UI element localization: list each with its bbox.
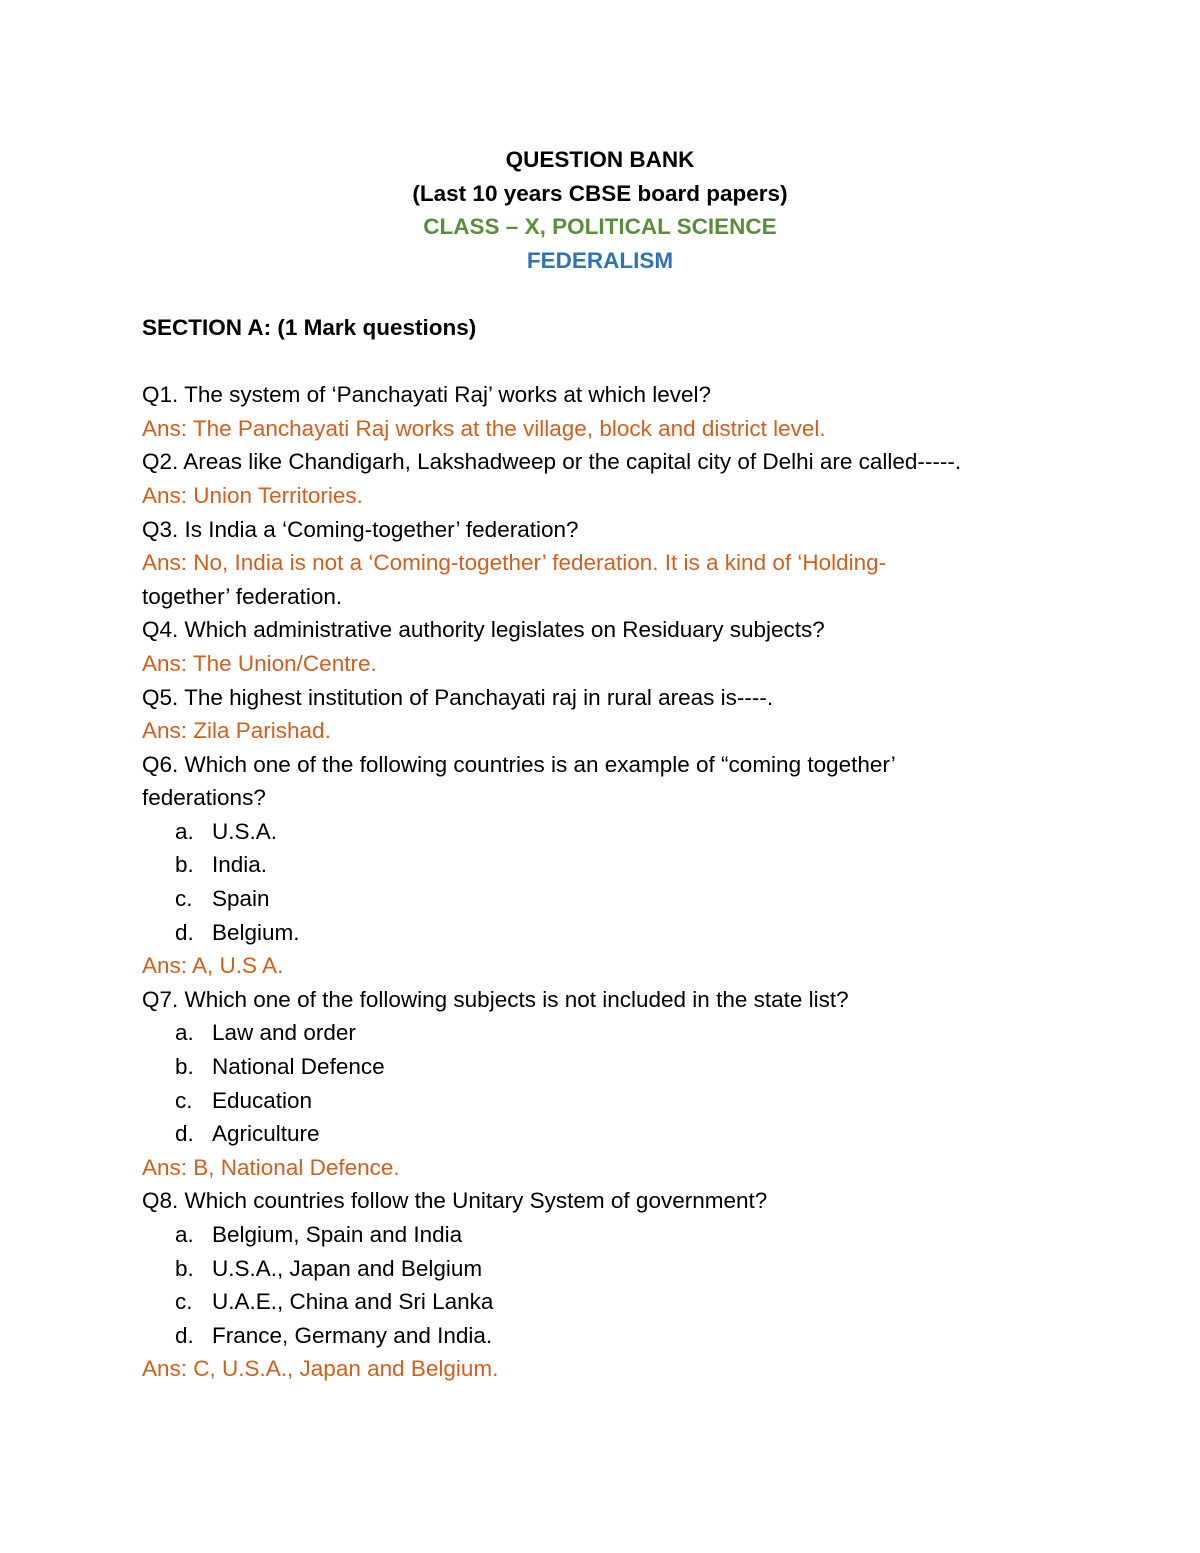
option-label: d. xyxy=(175,1121,194,1147)
option-item xyxy=(142,1050,1100,1084)
option-label: b. xyxy=(175,1054,194,1080)
option-label: a. xyxy=(175,1020,194,1046)
option-item xyxy=(142,1117,1100,1151)
answer-8: Ans: C, U.S.A., Japan and Belgium. xyxy=(142,1356,499,1382)
answer-1: Ans: The Panchayati Raj works at the village, block and district level. xyxy=(142,415,826,441)
question-2: Q2. Areas like Chandigarh, Lakshadweep or the capital city of Delhi are called-----. xyxy=(142,449,962,475)
option-label: b. xyxy=(175,852,194,878)
option-label: d. xyxy=(175,919,194,945)
section-heading: SECTION A: (1 Mark questions) xyxy=(142,314,477,340)
option-item xyxy=(142,848,1100,882)
answer-4: Ans: The Union/Centre. xyxy=(142,650,377,676)
answer-7: Ans: B, National Defence. xyxy=(142,1154,400,1180)
option-item xyxy=(142,1084,1100,1118)
option-label: a. xyxy=(175,1222,194,1247)
option-label: c. xyxy=(175,1087,193,1113)
option-item xyxy=(142,1218,1100,1252)
option-label: a. xyxy=(175,818,194,844)
option-item xyxy=(142,916,1100,950)
question-4: Q4. Which administrative authority legislates on Residuary subjects? xyxy=(142,617,825,643)
option-text: Belgium, Spain and India xyxy=(212,1222,463,1247)
option-text: U.A.E., China and Sri Lanka xyxy=(212,1289,494,1315)
answer-3-line-2: together’ federation. xyxy=(142,583,343,609)
option-text: Belgium. xyxy=(212,919,300,945)
question-8: Q8. Which countries follow the Unitary System of government? xyxy=(142,1188,768,1214)
class-line: CLASS – X, POLITICAL SCIENCE xyxy=(423,214,777,240)
question-5: Q5. The highest institution of Panchayati raj in rural areas is----. xyxy=(142,684,774,710)
option-label: c. xyxy=(175,886,193,912)
answer-6: Ans: A, U.S A. xyxy=(142,953,284,979)
spacer xyxy=(142,345,1100,379)
question-1: Q1. The system of ‘Panchayati Raj’ works at which level? xyxy=(142,382,711,408)
topic-title: FEDERALISM xyxy=(526,247,674,273)
option-text: U.S.A. xyxy=(212,818,278,844)
question-3: Q3. Is India a ‘Coming-together’ federation? xyxy=(142,516,579,542)
option-label: b. xyxy=(175,1255,194,1281)
option-item xyxy=(142,1319,1100,1353)
option-text: Spain xyxy=(212,886,270,912)
option-text: Education xyxy=(212,1087,313,1113)
spacer xyxy=(142,277,1100,311)
option-text: National Defence xyxy=(212,1054,385,1080)
option-label: d. xyxy=(175,1322,194,1348)
option-text: Agriculture xyxy=(212,1121,320,1147)
page-subtitle: (Last 10 years CBSE board papers) xyxy=(412,180,788,206)
option-item xyxy=(142,1252,1100,1286)
option-text: India. xyxy=(212,852,268,878)
option-text: U.S.A., Japan and Belgium xyxy=(212,1255,483,1281)
question-7: Q7. Which one of the following subjects is not included in the state list? xyxy=(142,986,849,1012)
option-text: Law and order xyxy=(212,1020,356,1046)
option-item xyxy=(142,1016,1100,1050)
answer-5: Ans: Zila Parishad. xyxy=(142,718,331,744)
option-item xyxy=(142,1285,1100,1319)
question-6-line-2: federations? xyxy=(142,785,266,811)
question-6-line-1: Q6. Which one of the following countries is an example of “coming together’ xyxy=(142,751,896,777)
answer-3-line-1: Ans: No, India is not a ‘Coming-together’ federation. It is a kind of ‘Holding- xyxy=(142,550,887,576)
answer-2: Ans: Union Territories. xyxy=(142,482,363,508)
option-text: France, Germany and India. xyxy=(212,1322,493,1348)
option-item xyxy=(142,882,1100,916)
option-label: c. xyxy=(175,1289,193,1315)
option-item xyxy=(142,815,1100,849)
page-title: QUESTION BANK xyxy=(505,147,695,172)
